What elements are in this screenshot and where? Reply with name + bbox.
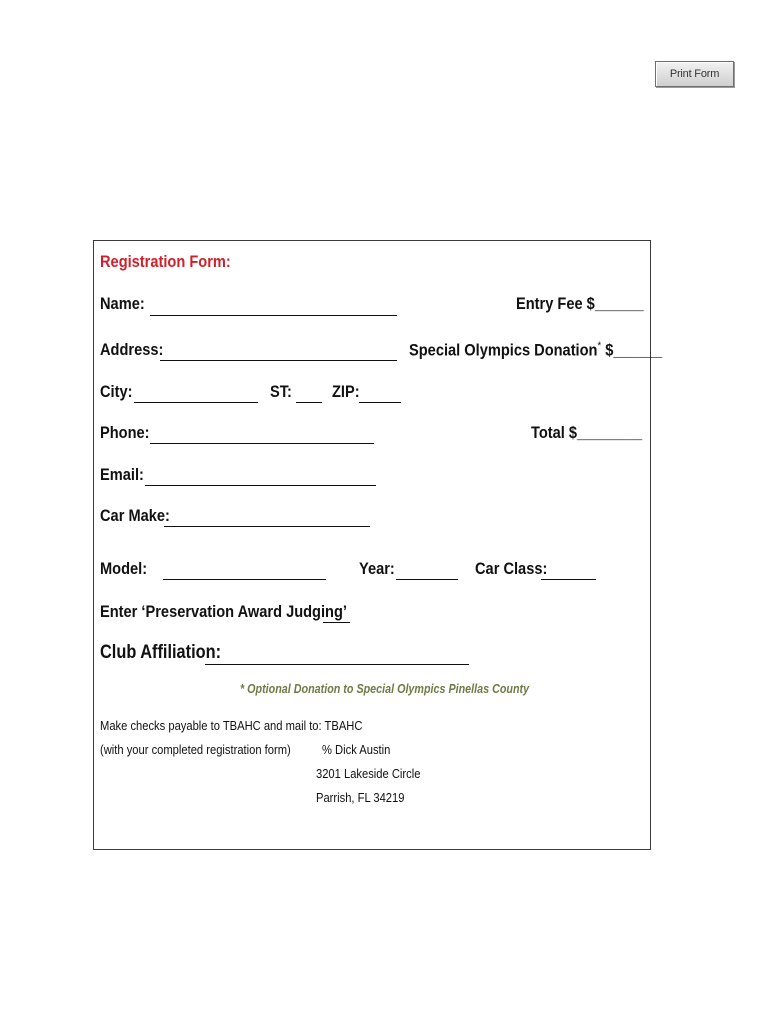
preservation-field[interactable]: [323, 622, 350, 623]
address-line-3: Parrish, FL 34219: [316, 790, 405, 805]
phone-label: Phone:: [100, 423, 150, 442]
email-label: Email:: [100, 465, 144, 484]
registration-form: [93, 240, 663, 850]
entry-fee-label: Entry Fee $______: [516, 294, 644, 313]
address-field[interactable]: [160, 360, 397, 361]
car-make-label: Car Make:: [100, 506, 170, 525]
optional-donation-note: * Optional Donation to Special Olympics Pinellas County: [240, 682, 530, 696]
total-label: Total $________: [531, 423, 643, 442]
zip-field[interactable]: [359, 402, 401, 403]
club-field[interactable]: [205, 664, 469, 665]
club-label: Club Affiliation:: [100, 642, 222, 663]
car-class-field[interactable]: [541, 579, 596, 580]
form-title: Registration Form:: [100, 252, 231, 271]
email-field[interactable]: [145, 485, 376, 486]
st-field[interactable]: [296, 402, 322, 403]
st-label: ST:: [270, 382, 292, 401]
name-label: Name:: [100, 294, 145, 313]
car-class-label: Car Class:: [475, 559, 548, 578]
address-line-1: % Dick Austin: [322, 742, 391, 757]
phone-field[interactable]: [150, 443, 374, 444]
city-field[interactable]: [134, 402, 258, 403]
year-label: Year:: [359, 559, 395, 578]
print-form-button[interactable]: Print Form: [655, 61, 734, 87]
car-make-field[interactable]: [164, 526, 370, 527]
mailing-line-2: (with your completed registration form): [100, 742, 291, 757]
mailing-line-1: Make checks payable to TBAHC and mail to: TBAHC: [100, 718, 363, 733]
year-field[interactable]: [396, 579, 458, 580]
donation-label: Special Olympics Donation* $______: [409, 340, 663, 360]
model-label: Model:: [100, 559, 148, 578]
address-line-2: 3201 Lakeside Circle: [316, 766, 421, 781]
model-field[interactable]: [163, 579, 326, 580]
address-label: Address:: [100, 340, 164, 359]
name-field[interactable]: [150, 315, 397, 316]
zip-label: ZIP:: [332, 382, 360, 401]
preservation-label: Enter ‘Preservation Award Judging’: [100, 602, 347, 621]
city-label: City:: [100, 382, 133, 401]
donation-asterisk: *: [597, 340, 602, 352]
